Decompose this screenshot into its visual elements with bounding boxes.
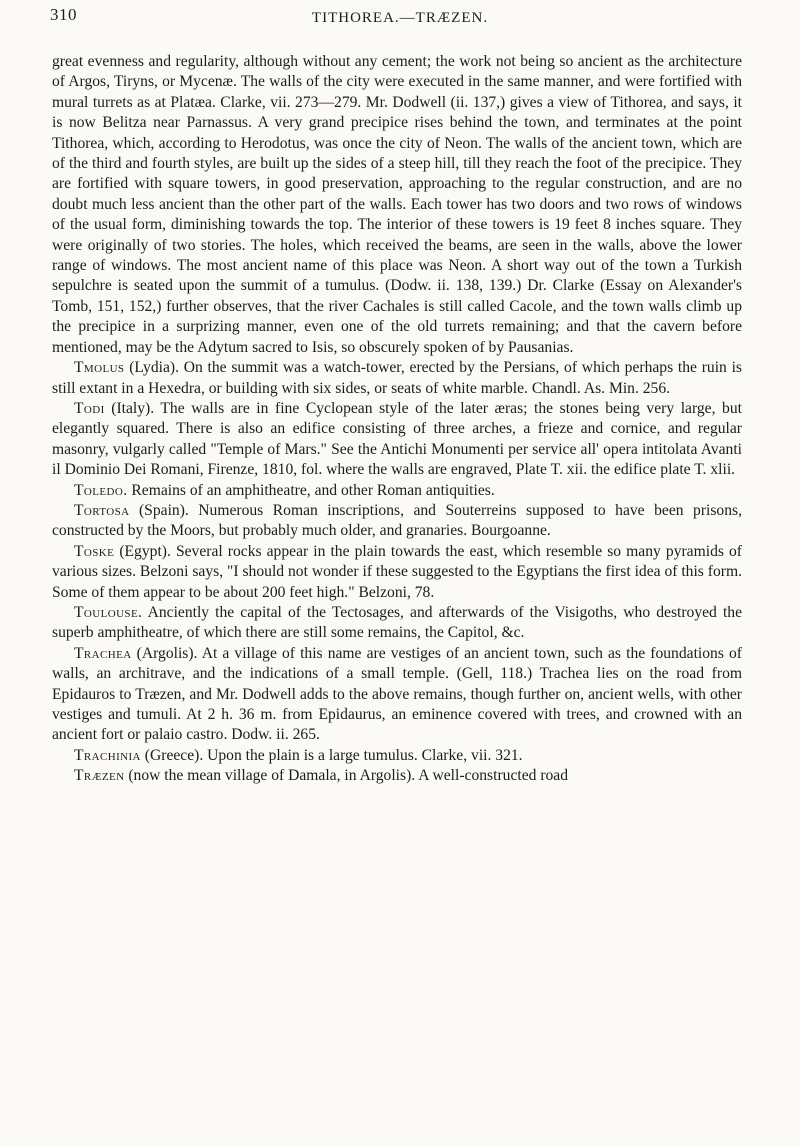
- entry-headword: Træzen: [74, 767, 125, 785]
- entry-todi: [52, 399, 742, 481]
- entry-toulouse: [52, 603, 742, 644]
- entry-headword: Trachinia: [74, 746, 141, 764]
- running-head: TITHOREA.—TRÆZEN.: [311, 10, 489, 26]
- entry-text: (Spain). Numerous Roman inscriptions, and Souterreins supposed to have been prisons, constructed by the Moors, but probably much older, and granaries. Bourgoanne.: [52, 501, 742, 540]
- entry-trachinia: [52, 746, 742, 766]
- entry-toledo: [52, 481, 742, 501]
- page-body: [52, 52, 742, 787]
- entry-headword: Tmolus: [74, 359, 125, 377]
- entry-headword: Toledo.: [74, 481, 128, 499]
- entry-headword: Toulouse.: [74, 603, 143, 621]
- entry-text: great evenness and regularity, although without any cement; the work not being so ancient as the architecture of Argos, Tiryns, or Mycenæ. The walls of the city were executed in the same manner, and were fortified with mural turrets as at Platæa. Clarke, vii. 273—279. Mr. Dodwell (ii. 137,) gives a view of Tithorea, and says, it is now Belitza near Parnassus. A very grand precipice rises behind the town, and terminates at the point Tithorea, which, according to Herodotus, was once the city of Neon. The walls of the ancient town, which are of the third and fourth styles, are built up the sides of a steep hill, till they reach the foot of the precipice. They are fortified with square towers, in good preservation, approaching to the regular construction, and are no doubt much less ancient than the other part of the walls. Each tower has two doors and two rows of windows of the usual form, diminishing towards the top. The interior of these towers is 19 feet 8 inches square. They were originally of two stories. The holes, which received the beams, are seen in the walls, above the lower range of windows. The most ancient name of this place was Neon. A short way out of the town a Turkish sepulchre is seated upon the summit of a tumulus. (Dodw. ii. 138, 139.) Dr. Clarke (Essay on Alexander's Tomb, 151, 152,) further observes, that the river Cachales is still called Cacole, and the town walls climb up the precipice in a surprizing manner, even one of the old turrets remaining; and that the cavern before mentioned, may be the Adytum sacred to Isis, so obscurely spoken of by Pausanias.: [52, 53, 742, 356]
- entry-tortosa: [52, 501, 742, 542]
- entry-text: Remains of an amphitheatre, and other Roman antiquities.: [127, 481, 495, 499]
- entry-trachea: [52, 644, 742, 746]
- entry-text: (now the mean village of Damala, in Argolis). A well-constructed road: [124, 767, 569, 785]
- entry-text: (Greece). Upon the plain is a large tumulus. Clarke, vii. 321.: [140, 746, 523, 764]
- entry-traezen: [52, 766, 742, 786]
- entry-headword: Trachea: [74, 644, 132, 662]
- entry-text: (Argolis). At a village of this name are vestiges of an ancient town, such as the foundations of walls, an architrave, and the indications of a small temple. (Gell, 118.) Trachea lies on the road from Epidauros to Træzen, and Mr. Dodwell adds to the above remains, though further on, ancient wells, with other vestiges and tumuli. At 2 h. 36 m. from Epidaurus, an eminence covered with trees, and crowned with an ancient fort or palaio castro. Dodw. ii. 265.: [52, 644, 742, 744]
- entry-text: (Lydia). On the summit was a watch-tower, erected by the Persians, of which perhaps the ruin is still extant in a Hexedra, or building with six sides, or seats of white marble. Chandl. As. Min. 256.: [52, 359, 742, 397]
- entry-text: Anciently the capital of the Tectosages, and afterwards of the Visigoths, who destroyed the superb amphitheatre, of which there are still some remains, the Capitol, &c.: [52, 603, 742, 642]
- entry-tithorea-continued: [52, 52, 742, 358]
- entry-headword: Todi: [74, 399, 105, 417]
- page-number: 310: [50, 5, 77, 24]
- entry-text: (Italy). The walls are in fine Cyclopean style of the later æras; the stones being very large, but elegantly squared. There is also an edifice consisting of three arches, a frieze and cornice, and regular masonry, vulgarly called "Temple of Mars." See the Antichi Monumenti per service all' opera intitolata Avanti il Dominio Dei Romani, Firenze, 1810, fol. where the walls are engraved, Plate T. xii. the edifice plate T. xlii.: [52, 399, 742, 479]
- entry-headword: Tortosa: [74, 501, 130, 519]
- entry-toske: [52, 542, 742, 603]
- entry-tmolus: [52, 358, 742, 399]
- entry-text: (Egypt). Several rocks appear in the plain towards the east, which resemble so many pyramids of various sizes. Belzoni says, "I should not wonder if these suggested to the Egyptians the first idea of this form. Some of them appear to be about 200 feet high." Belzoni, 78.: [52, 542, 742, 601]
- entry-headword: Toske: [74, 542, 115, 560]
